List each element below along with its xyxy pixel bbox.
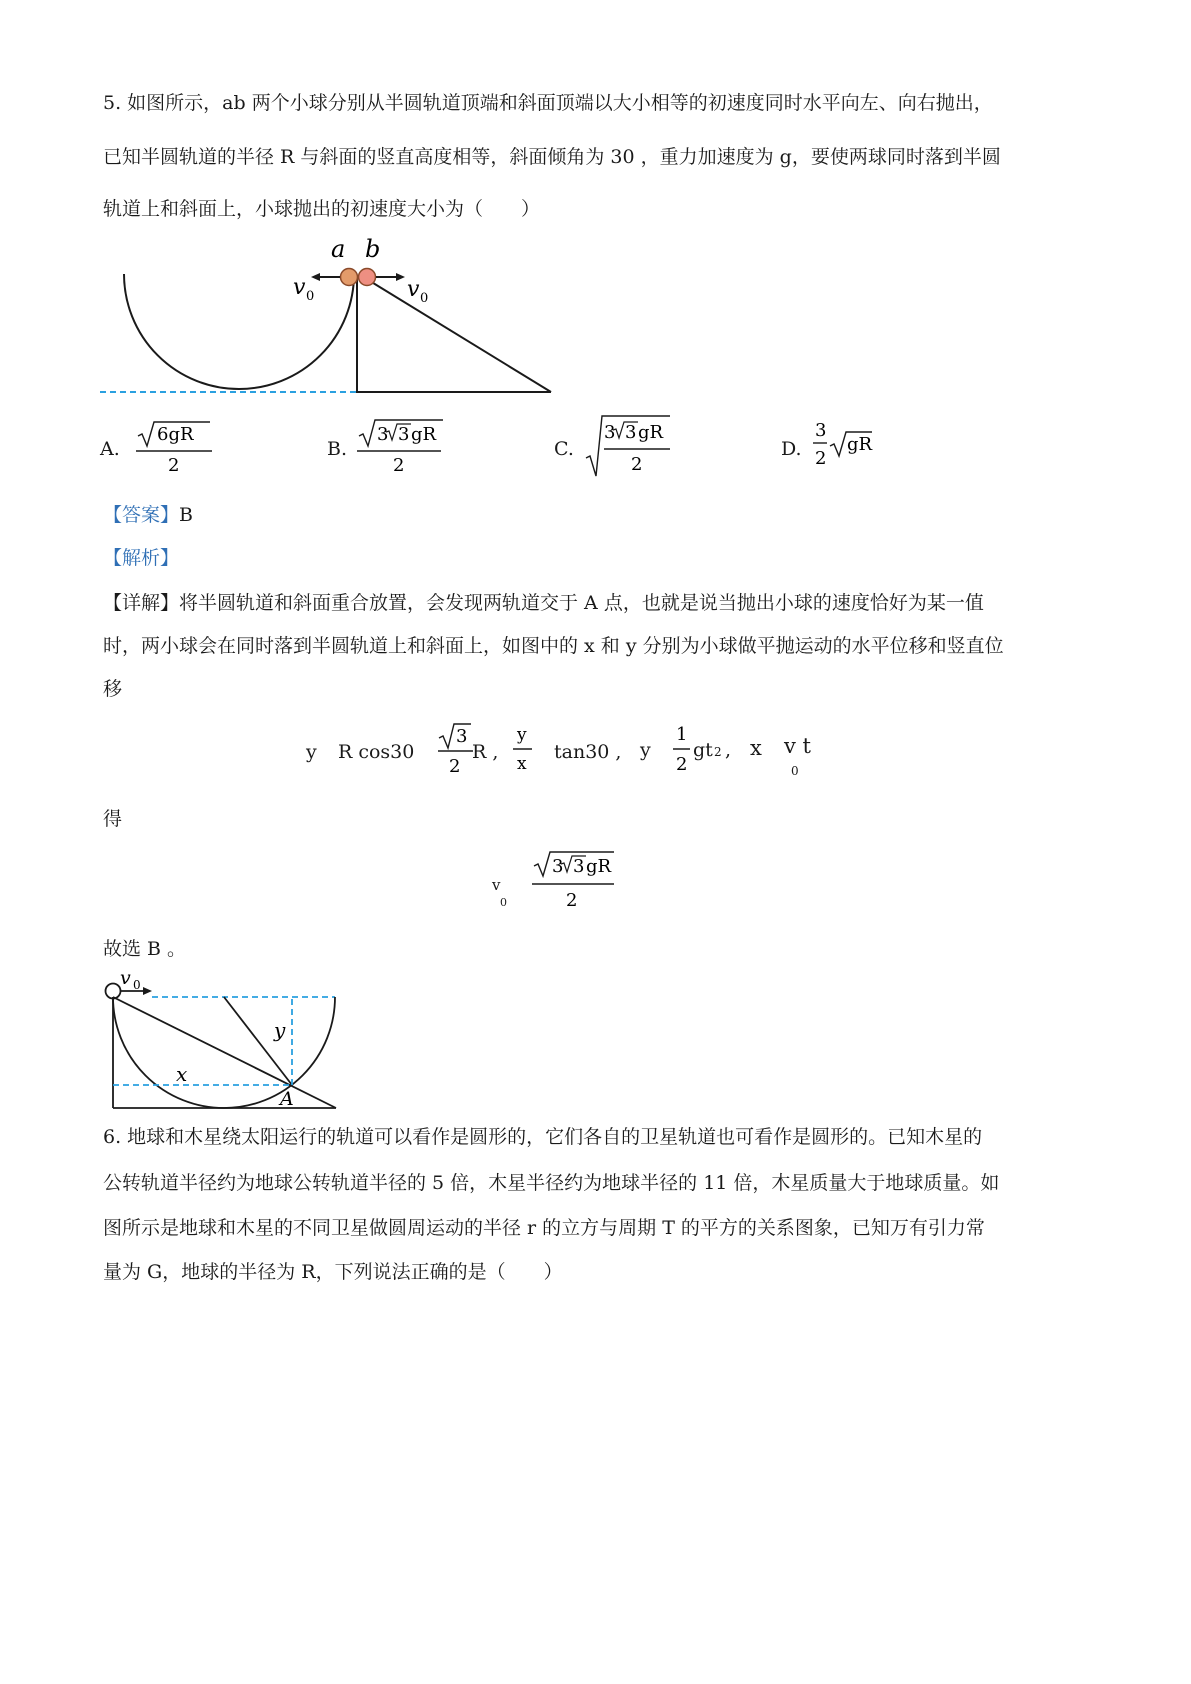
de-text: 得 [103,808,123,830]
svg-text:3: 3 [625,422,637,443]
svg-text:3: 3 [398,424,410,445]
svg-text:1: 1 [676,724,688,745]
svg-text:2: 2 [566,890,578,911]
svg-text:3: 3 [815,420,827,441]
detail-line-2: 时，两小球会在同时落到半圆轨道上和斜面上，如图中的 x 和 y 分别为小球做平抛运动的水平位移和竖直位 [103,635,1004,657]
eq-half [670,722,694,778]
arrow-right-head-icon [396,273,405,281]
eq-R: R , [472,741,499,763]
fig2-label-x: x [176,1062,188,1086]
semicircle-track [124,274,354,389]
option-d-formula [810,418,890,478]
result-formula [490,848,630,918]
incline-slope [365,278,551,392]
label-v0-right-sub: 0 [420,291,429,306]
arrow-left-head-icon [311,273,320,281]
eq-gt: gt [693,739,713,761]
svg-text:2: 2 [815,448,827,469]
eq-rcos: R cos30 [338,741,415,763]
detail-line-3: 移 [103,678,123,700]
svg-text:2: 2 [168,455,180,476]
svg-text:6gR: 6gR [157,424,194,445]
label-v0-left: v [293,275,306,300]
eq-comma: , [725,739,732,761]
option-a-label: A. [100,438,120,460]
q5-figure-overlap [100,965,350,1113]
q5-line-3: 轨道上和斜面上，小球抛出的初速度大小为（ ） [103,198,541,220]
result-fraction [530,848,620,912]
ball-b [359,269,376,286]
label-b: b [365,235,381,263]
fig2-incline [113,997,336,1108]
q5-figure-track-incline [95,232,565,402]
q6-line-3: 图所示是地球和木星的不同卫星做圆周运动的半径 r 的立方与周期 T 的平方的关系图象，已知万有引力常 [103,1217,985,1239]
svg-text:x: x [517,754,527,774]
option-d-label: D. [781,438,802,460]
eq-y: y [306,741,317,763]
ball-a [341,269,358,286]
svg-text:3: 3 [573,856,585,877]
q6-line-1: 6. 地球和木星绕太阳运行的轨道可以看作是圆形的，它们各自的卫星轨道也可看作是圆形的。已知木星的 [103,1126,983,1148]
svg-text:gR: gR [586,856,612,877]
svg-text:2: 2 [631,454,643,475]
svg-text:gR: gR [411,424,437,445]
ball [106,984,121,999]
analysis-tag: 【解析】 [103,547,180,569]
option-b-formula [355,418,455,478]
eq-y-over-x [510,722,536,778]
svg-text:2: 2 [393,455,405,476]
option-a-formula [130,418,220,478]
q5-line-2: 已知半圆轨道的半径 R 与斜面的竖直高度相等，斜面倾角为 30 ，重力加速度为 g，要使两球同时落到半圆 [103,146,1001,168]
result-v-sub: 0 [500,896,507,909]
eq-gt-square: 2 [714,745,722,759]
svg-text:3: 3 [377,424,389,445]
answer-tag: 【答案】 [103,504,180,526]
choose-text: 故选 B 。 [103,938,187,960]
q6-line-4: 量为 G，地球的半径为 R，下列说法正确的是（ ） [103,1261,563,1283]
answer-line [103,506,193,525]
answer-value: B [179,504,193,526]
svg-text:2: 2 [449,756,461,777]
option-b-label: B. [327,438,348,460]
option-c-formula [582,414,682,480]
fig2-label-y: y [274,1018,286,1042]
eq-y2: y [640,739,651,761]
option-c-label: C. [554,438,574,460]
label-v0-right: v [407,277,420,302]
svg-text:gR: gR [847,434,873,455]
fig2-v0: v [120,967,131,989]
svg-text:3: 3 [552,856,564,877]
detail-line-1 [103,594,984,613]
fig2-label-A: A [280,1088,294,1110]
q5-options [100,418,1100,488]
svg-text:y: y [517,725,527,745]
eq-x: x [750,736,762,760]
label-a: a [331,235,346,263]
detail-tag: 【详解】 [103,592,180,614]
detail-text-1: 将半圆轨道和斜面重合放置，会发现两轨道交于 A 点，也就是说当抛出小球的速度恰好为某一值 [179,592,984,614]
equation-line [300,720,820,790]
q6-line-2: 公转轨道半径约为地球公转轨道半径的 5 倍，木星半径约为地球半径的 11 倍，木星质量大于地球质量。如 [103,1172,1000,1194]
eq-vt-sub: 0 [791,764,799,778]
q5-line-1: 5. 如图所示，ab 两个小球分别从半圆轨道顶端和斜面顶端以大小相等的初速度同时水平向左、向右抛出， [103,92,993,114]
result-v: v [492,876,501,894]
svg-text:3: 3 [456,726,468,747]
svg-text:3: 3 [604,422,616,443]
eq-tan: tan30 , [554,741,622,763]
v0-arrow-head-icon [143,987,152,995]
eq-vt: v t [784,734,811,758]
fig2-v0-sub: 0 [133,978,141,992]
svg-text:gR: gR [638,422,664,443]
label-v0-left-sub: 0 [306,289,315,304]
svg-text:2: 2 [676,754,688,775]
